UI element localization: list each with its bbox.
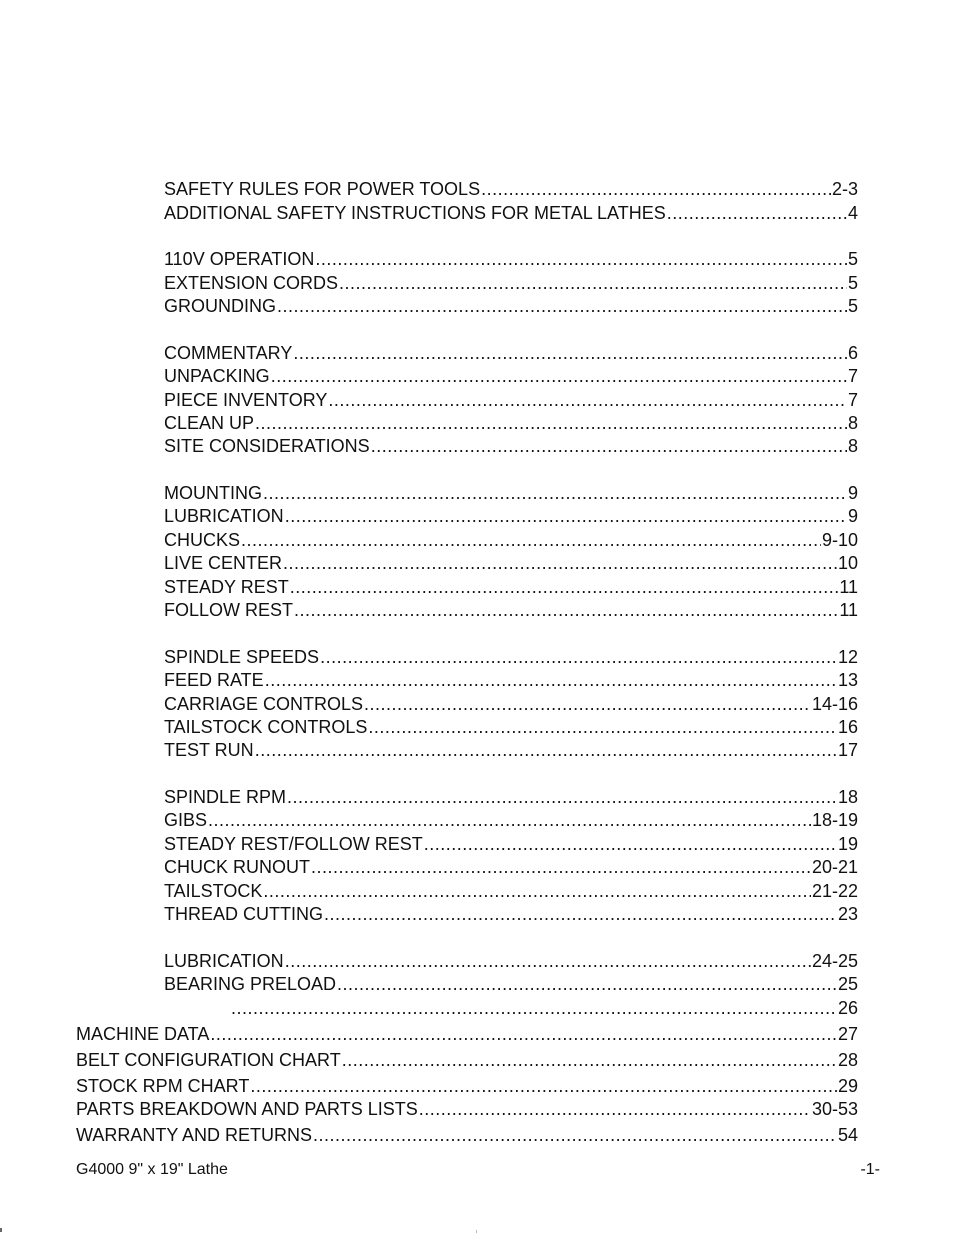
dot-leader [419,1098,811,1120]
footer-page-number: -1- [860,1161,880,1178]
toc-entry [76,1075,858,1097]
toc-entry-page: 18-19 [811,810,858,830]
scan-speck [0,1228,2,1232]
toc-entry-page: 16 [837,717,858,737]
toc-entry [164,365,858,387]
dot-leader [313,1124,837,1146]
toc-entry-title: SITE CONSIDERATIONS [164,436,370,456]
dot-leader [339,272,847,294]
toc-entry-page: 23 [837,904,858,924]
toc-entry-title: LUBRICATION [164,951,284,971]
toc-entry-title: BELT CONFIGURATION CHART [76,1050,341,1070]
toc-entry-page: 14-16 [811,694,858,714]
dot-leader [667,202,847,224]
toc-entry-page: 24-25 [811,951,858,971]
toc-entry-title: 110V OPERATION [164,249,315,269]
toc-entry-title: CHUCK RUNOUT [164,857,310,877]
toc-entry [164,576,858,598]
toc-entry-title: TEST RUN [164,740,254,760]
toc-entry [164,389,858,411]
toc-entry-page: 19 [837,834,858,854]
toc-entry [164,833,858,855]
toc-entry-title: TAILSTOCK [164,881,263,901]
dot-leader [324,903,837,925]
dot-leader [255,412,847,434]
toc-entry [164,599,858,621]
dot-leader [424,833,837,855]
toc-entry [164,435,858,457]
toc-entry-title: PIECE INVENTORY [164,390,328,410]
toc-entry [164,716,858,738]
dot-leader [481,178,831,200]
toc-entry-title: FEED RATE [164,670,264,690]
toc-entry-page: 5 [847,273,858,293]
dot-leader [265,669,837,691]
dot-leader [283,552,837,574]
toc-entry-page: 54 [837,1125,858,1145]
dot-leader [255,739,837,761]
toc-entry-title: SPINDLE RPM [164,787,287,807]
toc-entry-page: 9 [847,483,858,503]
toc-entry-page: 10 [837,553,858,573]
toc-entry-page: 5 [847,296,858,316]
toc-entry [164,482,858,504]
toc-entry-title: CLEAN UP [164,413,255,433]
scan-speck [476,1230,477,1233]
dot-leader [337,973,837,995]
toc-entry-page: 25 [837,974,858,994]
toc-entry-title: BEARING PRELOAD [164,974,337,994]
toc-entry-page: 11 [839,577,858,597]
dot-leader [241,529,821,551]
dot-leader [290,576,839,598]
toc-entry-page: 29 [837,1076,858,1096]
toc-entry-title: PARTS BREAKDOWN AND PARTS LISTS [76,1099,418,1119]
toc-entry-page: 27 [837,1024,858,1044]
toc-entry-title: LIVE CENTER [164,553,283,573]
toc-entry [76,1023,858,1045]
toc-entry-page: 9-10 [821,530,858,550]
toc-entry [164,412,858,434]
footer-model-label: G4000 9" x 19" Lathe [76,1161,228,1178]
dot-leader [263,482,847,504]
toc-entry [164,529,858,551]
dot-leader [368,716,837,738]
toc-entry-title: SPINDLE SPEEDS [164,647,320,667]
toc-entry [164,272,858,294]
toc-entry-page: 8 [847,436,858,456]
toc-entry [76,1098,858,1120]
dot-leader [210,1023,837,1045]
dot-leader [287,786,837,808]
toc-entry-page: 18 [837,787,858,807]
toc-entry-page: 7 [847,366,858,386]
toc-entry [164,248,858,270]
toc-entry-title: CHUCKS [164,530,241,550]
dot-leader [342,1049,837,1071]
toc-entry-page: 11 [839,600,858,620]
toc-entry-page: 13 [837,670,858,690]
toc-entry-page: 9 [847,506,858,526]
toc-entry [164,880,858,902]
toc-entry-page: 2-3 [831,179,858,199]
toc-entry-page: 28 [837,1050,858,1070]
toc-entry-title: STOCK RPM CHART [76,1076,250,1096]
dot-leader [294,599,838,621]
toc-entry-title: THREAD CUTTING [164,904,323,924]
dot-leader [320,646,837,668]
toc-entry [164,295,858,317]
toc-entry [164,856,858,878]
toc-entry [230,997,858,1019]
toc-entry-title: MOUNTING [164,483,262,503]
dot-leader [311,856,811,878]
toc-entry [164,786,858,808]
dot-leader [285,950,811,972]
dot-leader [364,693,811,715]
toc-entry-page: 8 [847,413,858,433]
toc-entry-title: LUBRICATION [164,506,284,526]
dot-leader [315,248,847,270]
toc-entry-title: CARRIAGE CONTROLS [164,694,364,714]
toc-entry-page: 17 [837,740,858,760]
toc-entry-title: STEADY REST [164,577,289,597]
toc-entry [164,552,858,574]
toc-entry-page: 6 [847,343,858,363]
toc-entry-page: 26 [837,998,858,1018]
toc-entry-title: MACHINE DATA [76,1024,210,1044]
toc-entry-page: 20-21 [811,857,858,877]
dot-leader [263,880,811,902]
toc-entry-title: WARRANTY AND RETURNS [76,1125,313,1145]
toc-entry-page: 21-22 [811,881,858,901]
toc-entry-title: SAFETY RULES FOR POWER TOOLS [164,179,481,199]
toc-entry-title: STEADY REST/FOLLOW REST [164,834,423,854]
toc-entry-title: FOLLOW REST [164,600,294,620]
toc-entry-page: 7 [847,390,858,410]
toc-entry [76,1124,858,1146]
toc-entry-title: EXTENSION CORDS [164,273,339,293]
toc-entry-page: 12 [837,647,858,667]
toc-entry [164,903,858,925]
dot-leader [285,505,847,527]
toc-entry [164,646,858,668]
dot-leader [277,295,847,317]
dot-leader [328,389,847,411]
toc-entry [164,809,858,831]
toc-entry-page: 4 [847,203,858,223]
toc-entry [164,973,858,995]
toc-entry [164,669,858,691]
toc-entry [164,693,858,715]
toc-entry-page: 5 [847,249,858,269]
toc-entry-title: GROUNDING [164,296,276,316]
toc-entry-title: ADDITIONAL SAFETY INSTRUCTIONS FOR METAL LATHES [164,203,666,223]
toc-entry-page: 30-53 [811,1099,858,1119]
dot-leader [271,365,847,387]
toc-entry [164,950,858,972]
dot-leader [208,809,811,831]
dot-leader [293,342,847,364]
toc-entry [164,739,858,761]
toc-entry [164,178,858,200]
dot-leader [371,435,847,457]
toc-entry-title: GIBS [164,810,208,830]
dot-leader [231,997,837,1019]
toc-entry [164,505,858,527]
toc-entry [164,202,858,224]
toc-entry [76,1049,858,1071]
dot-leader [250,1075,837,1097]
toc-entry-title: UNPACKING [164,366,270,386]
toc-entry [164,342,858,364]
toc-entry-title: COMMENTARY [164,343,293,363]
toc-entry-title: TAILSTOCK CONTROLS [164,717,368,737]
